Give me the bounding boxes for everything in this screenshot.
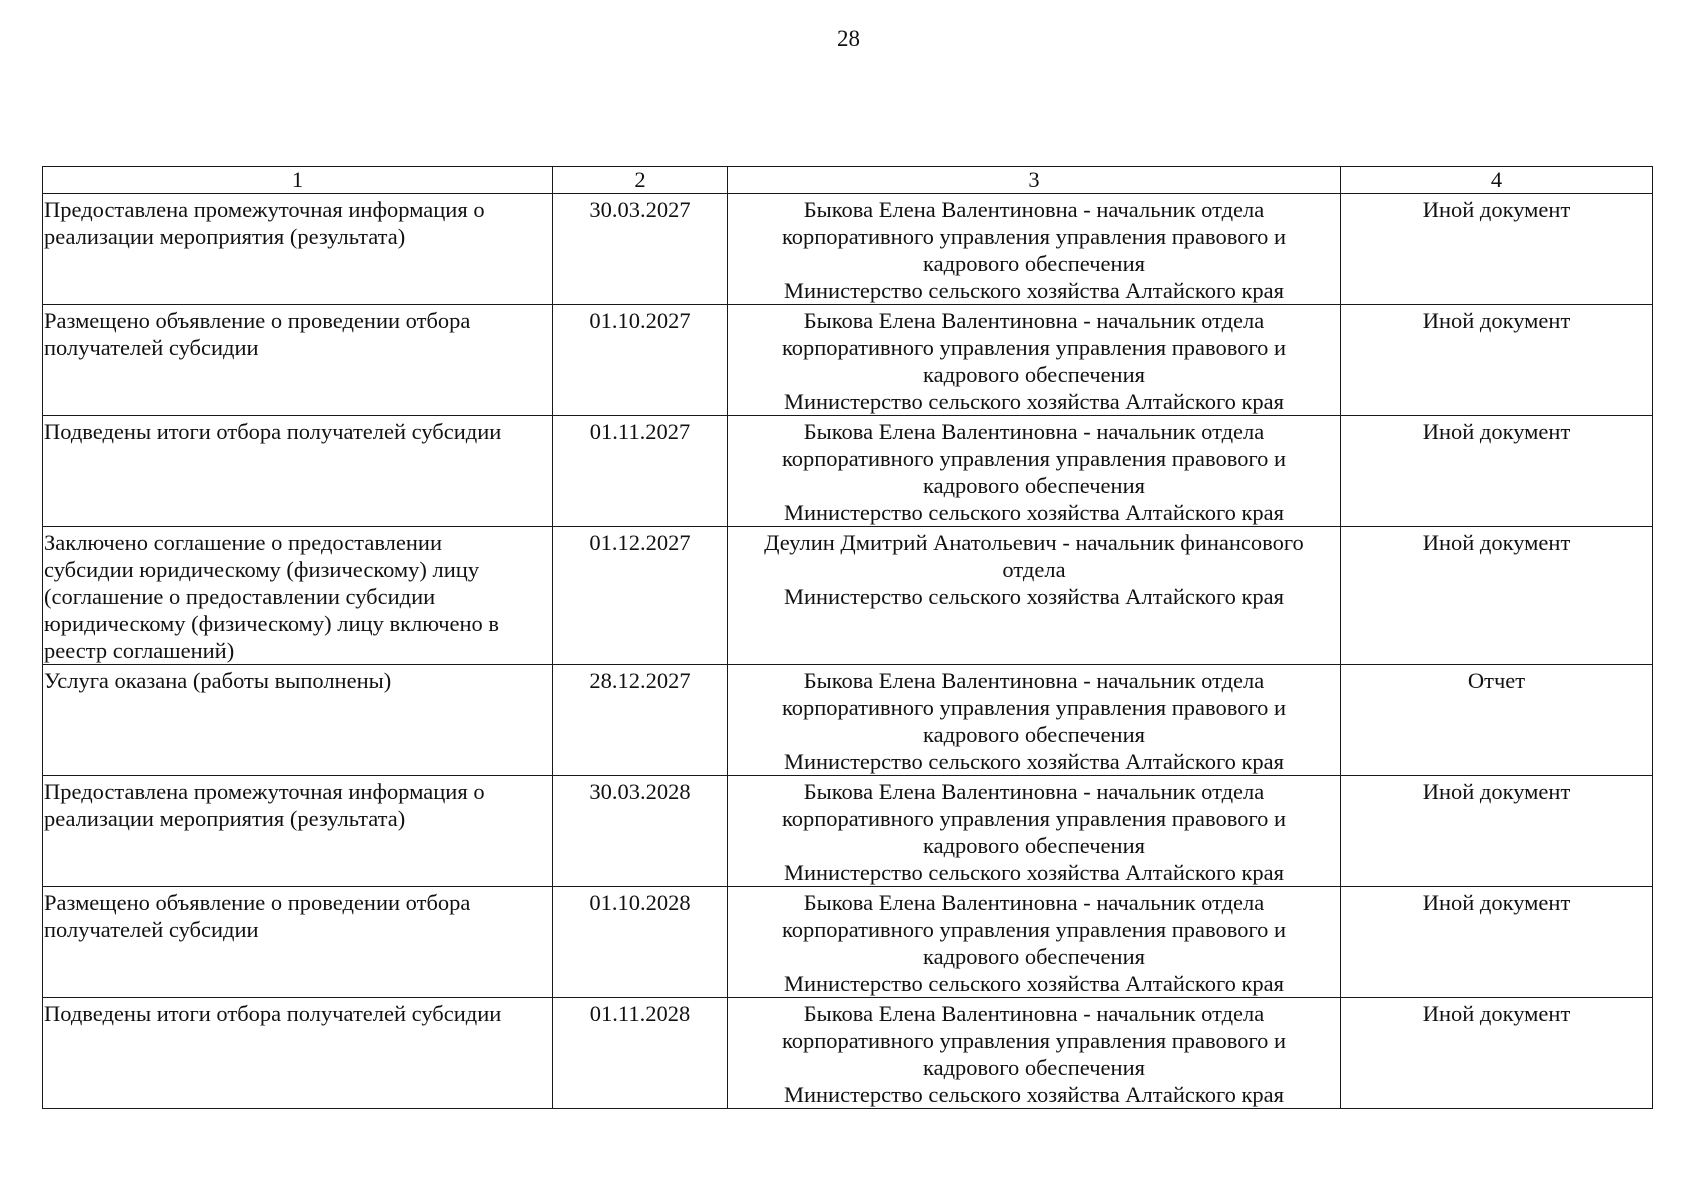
date-cell: 01.11.2028	[553, 998, 728, 1109]
responsible-cell-line: корпоративного управления управления правового и	[781, 806, 1287, 831]
responsible-cell-line: кадрового обеспечения	[923, 473, 1145, 498]
responsible-cell-line: Быкова Елена Валентиновна - начальник отдела	[803, 308, 1265, 333]
event-cell	[43, 527, 553, 665]
responsible-cell-line: Министерство сельского хозяйства Алтайского края	[783, 971, 1285, 996]
responsible-cell-line: корпоративного управления управления правового и	[781, 446, 1287, 471]
column-header: 3	[728, 167, 1341, 194]
event-cell	[43, 194, 553, 305]
document-type-cell: Отчет	[1341, 665, 1653, 776]
responsible-cell-line: кадрового обеспечения	[923, 362, 1145, 387]
responsible-cell-line: корпоративного управления управления правового и	[781, 695, 1287, 720]
responsible-cell-line: корпоративного управления управления правового и	[781, 224, 1287, 249]
date-cell: 01.10.2027	[553, 305, 728, 416]
responsible-cell	[728, 887, 1341, 998]
date-cell: 28.12.2027	[553, 665, 728, 776]
document-type-cell: Иной документ	[1341, 776, 1653, 887]
table-row	[43, 416, 1653, 527]
responsible-cell-line: Быкова Елена Валентиновна - начальник отдела	[803, 890, 1265, 915]
event-cell-line: Услуга оказана (работы выполнены)	[44, 668, 392, 693]
event-cell-line: Предоставлена промежуточная информация о	[44, 779, 485, 804]
column-header: 2	[553, 167, 728, 194]
event-cell-line: Подведены итоги отбора получателей субсидии	[44, 1001, 502, 1026]
responsible-cell-line: Быкова Елена Валентиновна - начальник отдела	[803, 419, 1265, 444]
event-cell	[43, 416, 553, 527]
event-cell	[43, 776, 553, 887]
event-cell	[43, 305, 553, 416]
date-cell: 30.03.2027	[553, 194, 728, 305]
responsible-cell	[728, 305, 1341, 416]
responsible-cell-line: корпоративного управления управления правового и	[781, 917, 1287, 942]
event-cell-line: Предоставлена промежуточная информация о	[44, 197, 485, 222]
responsible-cell-line: Министерство сельского хозяйства Алтайского края	[783, 278, 1285, 303]
responsible-cell-line: Быкова Елена Валентиновна - начальник отдела	[803, 197, 1265, 222]
responsible-cell-line: Министерство сельского хозяйства Алтайского края	[783, 749, 1285, 774]
table-row	[43, 776, 1653, 887]
event-cell	[43, 887, 553, 998]
document-type-cell: Иной документ	[1341, 527, 1653, 665]
responsible-cell-line: Быкова Елена Валентиновна - начальник отдела	[803, 779, 1265, 804]
responsible-cell-line: Деулин Дмитрий Анатольевич - начальник финансового	[764, 530, 1304, 555]
page-number: 28	[837, 26, 860, 51]
table-row	[43, 305, 1653, 416]
event-cell-line: реализации мероприятия (результата)	[44, 224, 406, 249]
document-type-cell: Иной документ	[1341, 305, 1653, 416]
document-type-cell: Иной документ	[1341, 194, 1653, 305]
event-cell-line: Размещено объявление о проведении отбора	[44, 308, 471, 333]
schedule-table	[42, 166, 1653, 1109]
responsible-cell-line: отдела	[1002, 557, 1066, 582]
responsible-cell-line: Министерство сельского хозяйства Алтайского края	[783, 1082, 1285, 1107]
date-cell: 01.10.2028	[553, 887, 728, 998]
date-cell: 30.03.2028	[553, 776, 728, 887]
date-cell: 01.12.2027	[553, 527, 728, 665]
event-cell-line: юридическому (физическому) лицу включено в	[44, 611, 500, 636]
event-cell-line: субсидии юридическому (физическому) лицу	[44, 557, 480, 582]
table-row	[43, 665, 1653, 776]
responsible-cell-line: кадрового обеспечения	[923, 833, 1145, 858]
responsible-cell-line: кадрового обеспечения	[923, 251, 1145, 276]
responsible-cell-line: Министерство сельского хозяйства Алтайского края	[783, 389, 1285, 414]
responsible-cell-line: кадрового обеспечения	[923, 944, 1145, 969]
date-cell: 01.11.2027	[553, 416, 728, 527]
event-cell-line: получателей субсидии	[44, 917, 259, 942]
responsible-cell-line: кадрового обеспечения	[923, 722, 1145, 747]
responsible-cell-line: кадрового обеспечения	[923, 1055, 1145, 1080]
event-cell	[43, 998, 553, 1109]
table-header-row	[43, 167, 1653, 194]
responsible-cell	[728, 416, 1341, 527]
document-type-cell: Иной документ	[1341, 416, 1653, 527]
event-cell-line: Заключено соглашение о предоставлении	[44, 530, 442, 555]
event-cell-line: Размещено объявление о проведении отбора	[44, 890, 471, 915]
event-cell-line: (соглашение о предоставлении субсидии	[44, 584, 436, 609]
document-type-cell: Иной документ	[1341, 887, 1653, 998]
responsible-cell-line: Быкова Елена Валентиновна - начальник отдела	[803, 1001, 1265, 1026]
responsible-cell	[728, 194, 1341, 305]
responsible-cell-line: корпоративного управления управления правового и	[781, 335, 1287, 360]
event-cell	[43, 665, 553, 776]
event-cell-line: получателей субсидии	[44, 335, 259, 360]
column-header: 1	[43, 167, 553, 194]
event-cell-line: реализации мероприятия (результата)	[44, 806, 406, 831]
table-row	[43, 998, 1653, 1109]
responsible-cell-line: Министерство сельского хозяйства Алтайского края	[783, 500, 1285, 525]
responsible-cell-line: Быкова Елена Валентиновна - начальник отдела	[803, 668, 1265, 693]
document-type-cell: Иной документ	[1341, 998, 1653, 1109]
responsible-cell	[728, 776, 1341, 887]
column-header: 4	[1341, 167, 1653, 194]
table-body	[43, 194, 1653, 1109]
responsible-cell-line: Министерство сельского хозяйства Алтайского края	[783, 584, 1285, 609]
responsible-cell-line: корпоративного управления управления правового и	[781, 1028, 1287, 1053]
event-cell-line: реестр соглашений)	[44, 638, 235, 663]
responsible-cell	[728, 527, 1341, 665]
table-row	[43, 194, 1653, 305]
responsible-cell	[728, 665, 1341, 776]
responsible-cell	[728, 998, 1341, 1109]
event-cell-line: Подведены итоги отбора получателей субсидии	[44, 419, 502, 444]
responsible-cell-line: Министерство сельского хозяйства Алтайского края	[783, 860, 1285, 885]
table-row	[43, 887, 1653, 998]
table-row	[43, 527, 1653, 665]
